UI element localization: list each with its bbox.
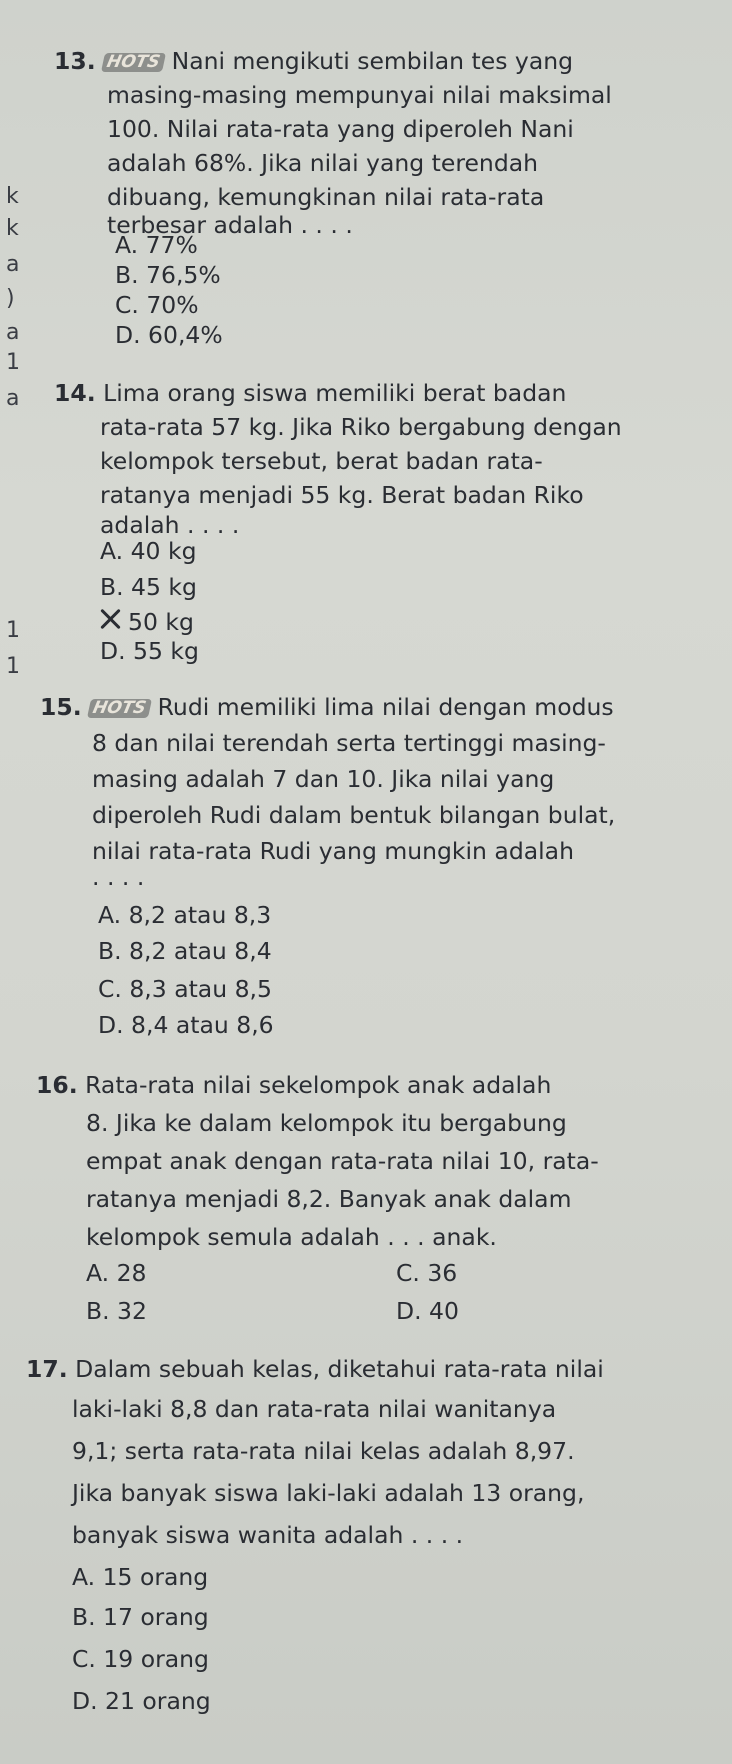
question-text-line: laki-laki 8,8 dan rata-rata nilai wanitanya [72, 1395, 557, 1423]
margin-fragment: 1 [6, 654, 20, 679]
question-text-line: kelompok tersebut, berat badan rata- [100, 447, 543, 475]
answer-option: B. 8,2 atau 8,4 [98, 937, 272, 965]
answer-option: A. 28 [86, 1259, 147, 1287]
question-text-line: ratanya menjadi 8,2. Banyak anak dalam [86, 1185, 572, 1213]
question-number: 17. [26, 1355, 68, 1383]
question-text-line: Lima orang siswa memiliki berat badan [103, 379, 567, 407]
question-text-line: empat anak dengan rata-rata nilai 10, rata- [86, 1147, 599, 1175]
question-text-line: nilai rata-rata Rudi yang mungkin adalah [92, 837, 574, 865]
question-text-line: . . . . [92, 863, 145, 891]
question-text-line: masing-masing mempunyai nilai maksimal [107, 81, 612, 109]
question-text-line: 9,1; serta rata-rata nilai kelas adalah 8,97. [72, 1437, 575, 1465]
answer-option: D. 55 kg [100, 637, 199, 665]
answer-option: C. 36 [396, 1259, 458, 1287]
question-text-line: adalah 68%. Jika nilai yang terendah [107, 149, 539, 177]
answer-option: A. 40 kg [100, 537, 197, 565]
question-text-line: Jika banyak siswa laki-laki adalah 13 orang, [72, 1479, 585, 1507]
hots-badge: HOTS [101, 53, 166, 72]
question-text-line: 100. Nilai rata-rata yang diperoleh Nani [107, 115, 574, 143]
margin-fragment: a [6, 386, 20, 411]
answer-option: C. 8,3 atau 8,5 [98, 975, 272, 1003]
hots-badge: HOTS [87, 699, 152, 718]
margin-fragment: k [6, 184, 19, 209]
question-text-line: Rata-rata nilai sekelompok anak adalah [85, 1071, 552, 1099]
answer-option: D. 60,4% [115, 321, 223, 349]
question-number: 14. [54, 379, 96, 407]
answer-option: A. 15 orang [72, 1563, 209, 1591]
answer-option: B. 17 orang [72, 1603, 209, 1631]
answer-option: C. 70% [115, 291, 199, 319]
question-text-line: 8 dan nilai terendah serta tertinggi masing- [92, 729, 606, 757]
question-text-line: banyak siswa wanita adalah . . . . [72, 1521, 464, 1549]
answer-option: D. 40 [396, 1297, 459, 1325]
question-number: 16. [36, 1071, 78, 1099]
question-number: 15. [40, 693, 82, 721]
question-text-line: dibuang, kemungkinan nilai rata-rata [107, 183, 545, 211]
answer-option: D. 21 orang [72, 1687, 211, 1715]
answer-option: A. 8,2 atau 8,3 [98, 901, 272, 929]
margin-fragment: a [6, 320, 20, 345]
question-text-line: rata-rata 57 kg. Jika Riko bergabung dengan [100, 413, 622, 441]
question-number: 13. [54, 47, 96, 75]
question-text-line: kelompok semula adalah . . . anak. [86, 1223, 497, 1251]
question-text-line: ratanya menjadi 55 kg. Berat badan Riko [100, 481, 584, 509]
question-text-line: Nani mengikuti sembilan tes yang [171, 47, 574, 75]
margin-fragment: ) [6, 286, 15, 311]
question-text-line: masing adalah 7 dan 10. Jika nilai yang [92, 765, 555, 793]
answer-option: B. 32 [86, 1297, 147, 1325]
answer-option: D. 8,4 atau 8,6 [98, 1011, 274, 1039]
question-text-line: 8. Jika ke dalam kelompok itu bergabung [86, 1109, 567, 1137]
answer-option: B. 45 kg [100, 573, 197, 601]
question-text-line: adalah . . . . [100, 511, 240, 539]
answer-option-selected: 50 kg [100, 608, 194, 635]
question-text-line: terbesar adalah . . . . [107, 211, 353, 239]
question-text-line: diperoleh Rudi dalam bentuk bilangan bulat, [92, 801, 616, 829]
question-text-line: Dalam sebuah kelas, diketahui rata-rata nilai [75, 1355, 604, 1383]
margin-fragment: 1 [6, 618, 20, 643]
margin-fragment: 1 [6, 350, 20, 375]
cross-mark-icon [100, 608, 120, 630]
question-text-line: Rudi memiliki lima nilai dengan modus [157, 693, 614, 721]
answer-option: A. 77% [115, 231, 198, 259]
margin-fragment: a [6, 252, 20, 277]
answer-option: B. 76,5% [115, 261, 221, 289]
margin-fragment: k [6, 216, 19, 241]
answer-option: C. 19 orang [72, 1645, 209, 1673]
